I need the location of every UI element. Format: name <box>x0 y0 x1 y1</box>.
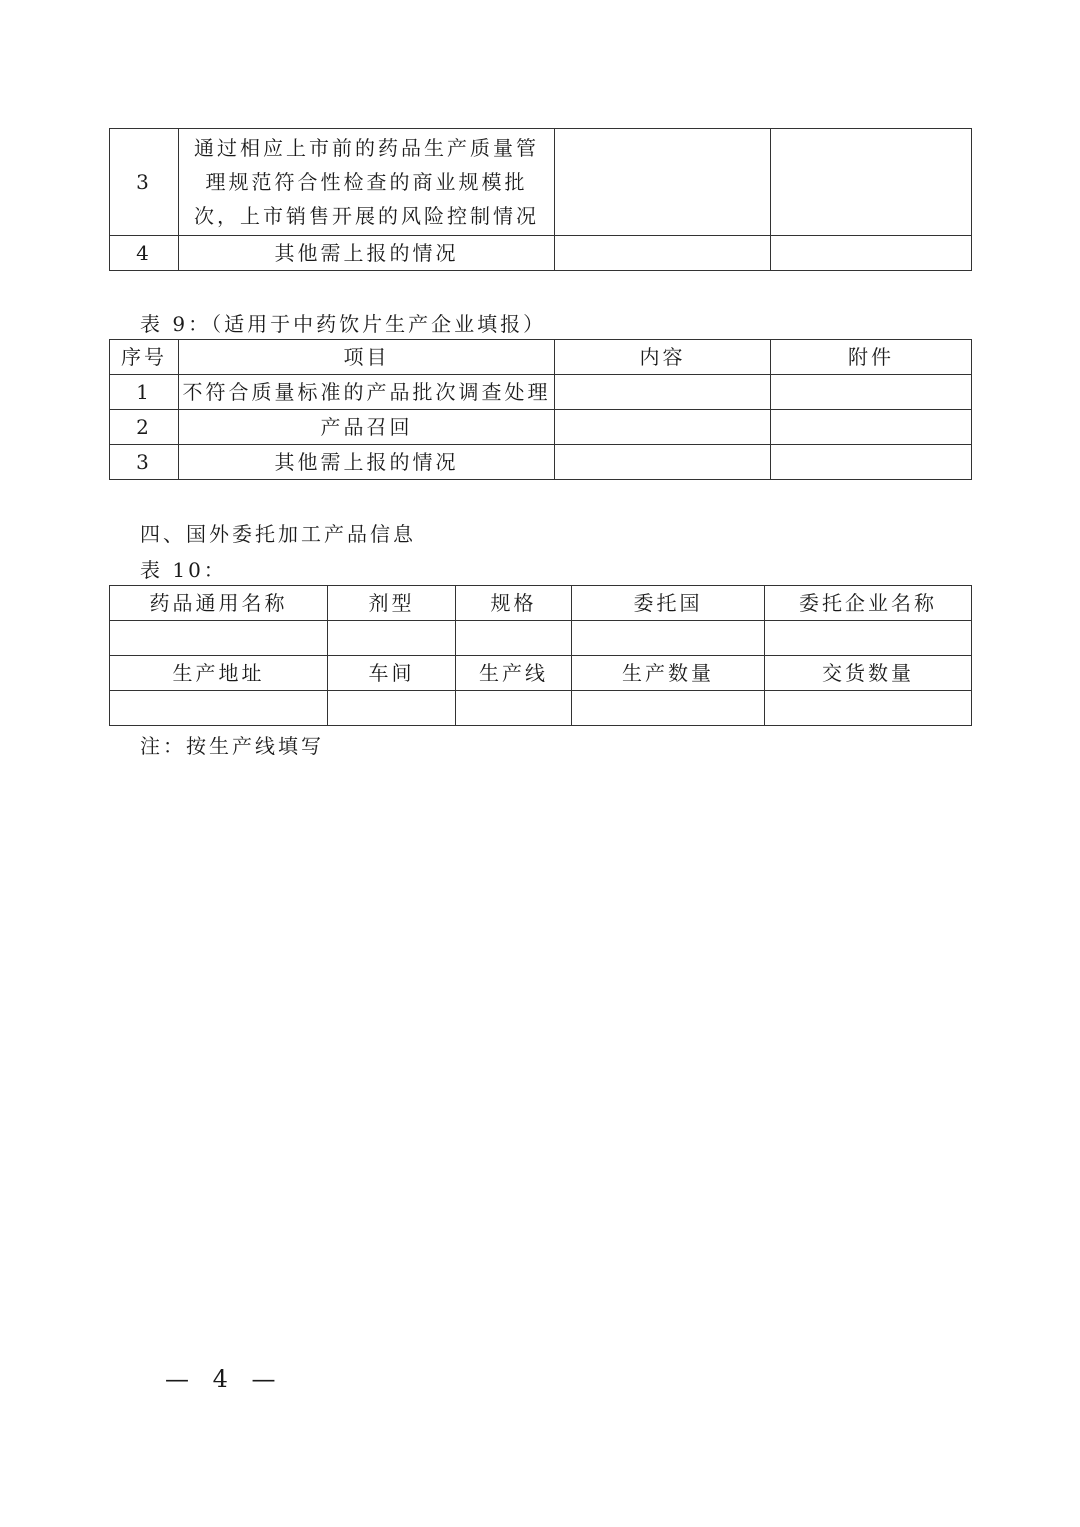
table10-note: 注：按生产线填写 <box>140 734 324 758</box>
table-row <box>110 410 972 445</box>
row-item: 其他需上报的情况 <box>179 445 555 480</box>
section-heading: 四、国外委托加工产品信息 <box>140 522 416 546</box>
row-number: 1 <box>110 375 179 410</box>
cell-production-address <box>110 691 328 726</box>
table-row <box>110 129 972 236</box>
header-number: 序号 <box>110 340 179 375</box>
table-row <box>110 236 972 271</box>
row-content <box>555 236 771 271</box>
row-content <box>555 445 771 480</box>
row-number: 3 <box>110 129 179 236</box>
table-header-row <box>110 656 972 691</box>
header-dosage-form: 剂型 <box>328 586 456 621</box>
cell-drug-name <box>110 621 328 656</box>
cell-production-line <box>456 691 572 726</box>
table9-caption: 表 9：（适用于中药饮片生产企业填报） <box>140 312 547 336</box>
header-item: 项目 <box>179 340 555 375</box>
table-row <box>110 375 972 410</box>
table9 <box>109 339 972 480</box>
continued-table <box>109 128 972 271</box>
row-item: 不符合质量标准的产品批次调查处理 <box>179 375 555 410</box>
cell-dosage-form <box>328 621 456 656</box>
page-number: — 4 — <box>165 1365 284 1393</box>
cell-specification <box>456 621 572 656</box>
header-production-quantity: 生产数量 <box>572 656 765 691</box>
cell-delivery-quantity <box>765 691 972 726</box>
row-content <box>555 410 771 445</box>
row-content <box>555 129 771 236</box>
row-content <box>555 375 771 410</box>
header-specification: 规格 <box>456 586 572 621</box>
cell-production-quantity <box>572 691 765 726</box>
table-header-row <box>110 586 972 621</box>
header-entrusting-company: 委托企业名称 <box>765 586 972 621</box>
header-content: 内容 <box>555 340 771 375</box>
header-delivery-quantity: 交货数量 <box>765 656 972 691</box>
row-number: 2 <box>110 410 179 445</box>
header-attachment: 附件 <box>771 340 972 375</box>
cell-workshop <box>328 691 456 726</box>
row-attachment <box>771 129 972 236</box>
table-row <box>110 691 972 726</box>
row-attachment <box>771 445 972 480</box>
table-row <box>110 621 972 656</box>
table10-caption: 表 10： <box>140 558 227 582</box>
table-header-row <box>110 340 972 375</box>
row-item: 其他需上报的情况 <box>179 236 555 271</box>
row-attachment <box>771 236 972 271</box>
row-number: 3 <box>110 445 179 480</box>
header-production-address: 生产地址 <box>110 656 328 691</box>
header-production-line: 生产线 <box>456 656 572 691</box>
table-row <box>110 445 972 480</box>
header-workshop: 车间 <box>328 656 456 691</box>
header-entrusting-country: 委托国 <box>572 586 765 621</box>
row-item: 产品召回 <box>179 410 555 445</box>
cell-entrusting-company <box>765 621 972 656</box>
row-attachment <box>771 410 972 445</box>
row-attachment <box>771 375 972 410</box>
row-item: 通过相应上市前的药品生产质量管理规范符合性检查的商业规模批次，上市销售开展的风险控制情况 <box>179 129 555 236</box>
header-drug-name: 药品通用名称 <box>110 586 328 621</box>
table10 <box>109 585 972 726</box>
cell-entrusting-country <box>572 621 765 656</box>
row-number: 4 <box>110 236 179 271</box>
